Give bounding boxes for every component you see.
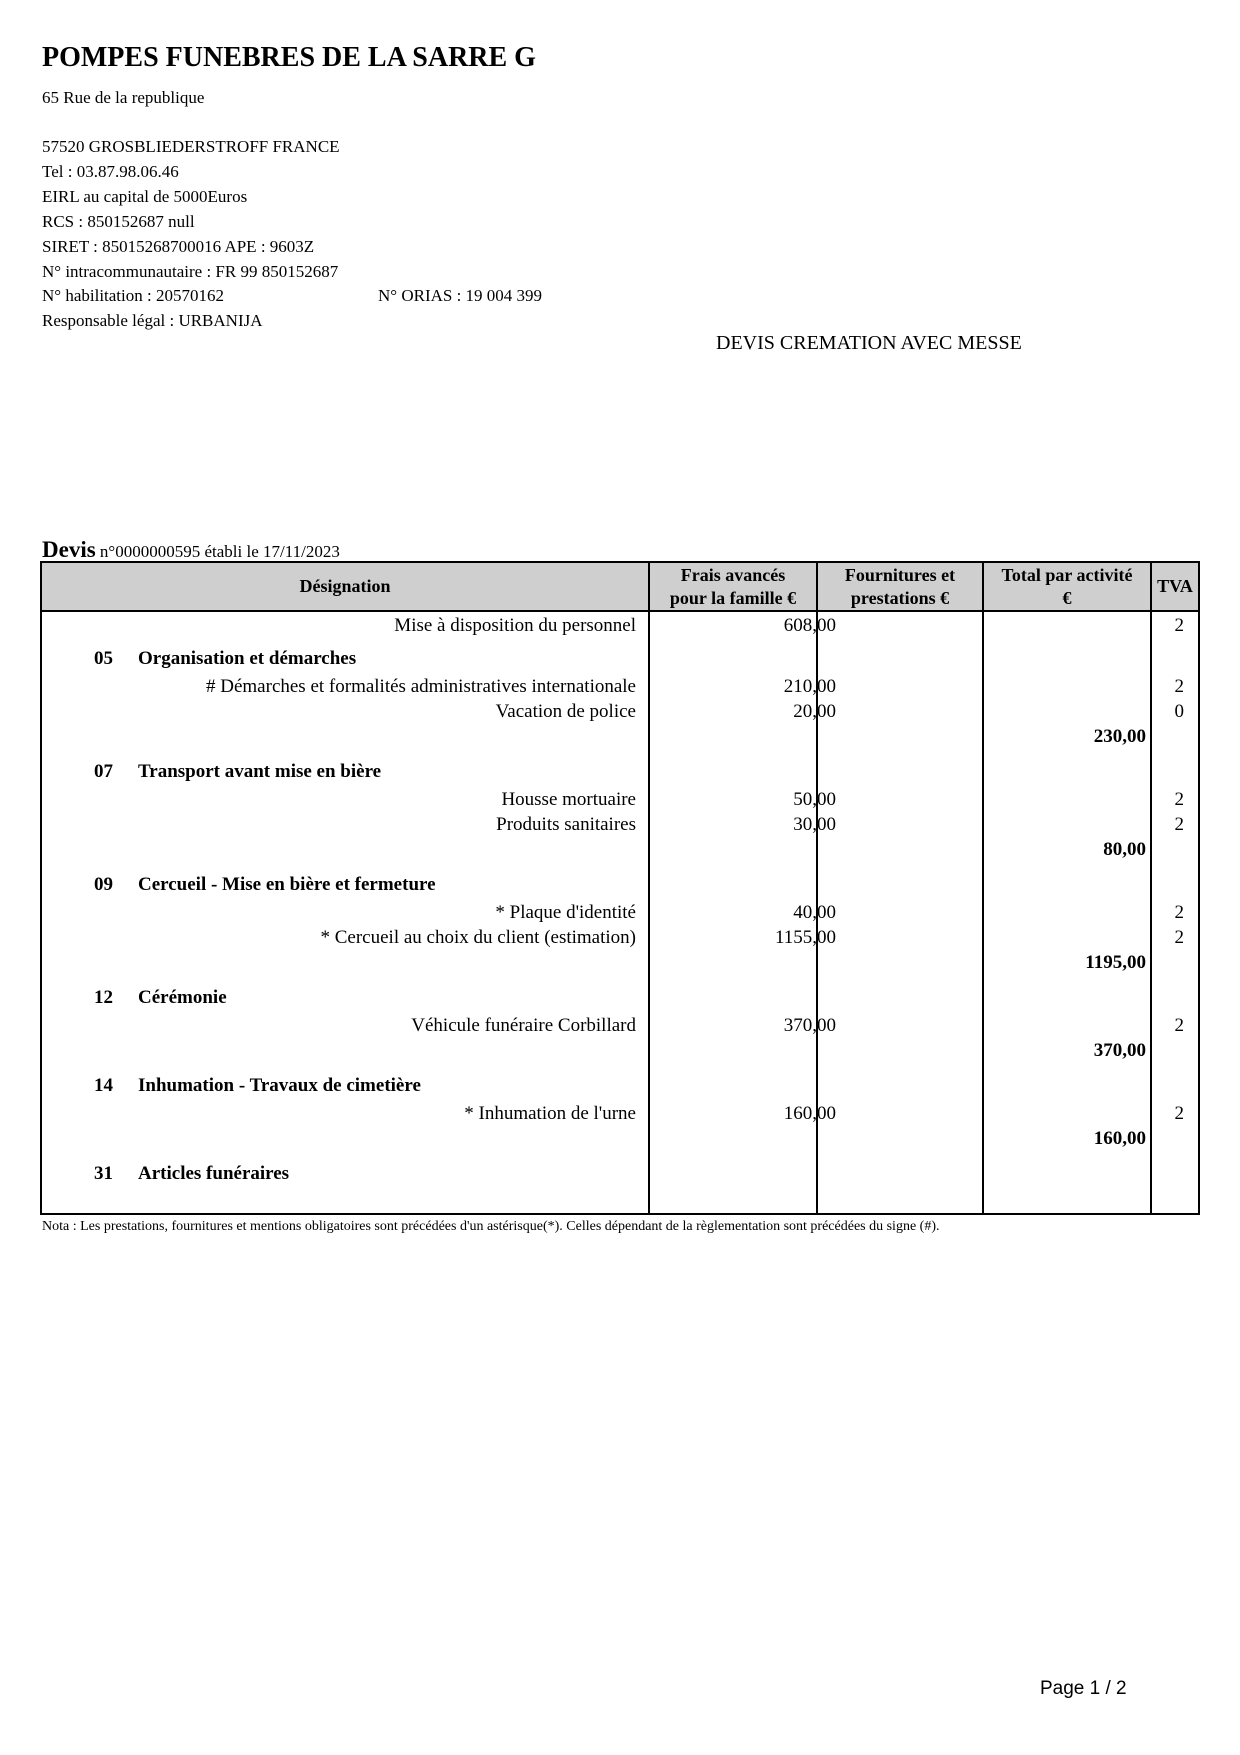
section-code: 05 (94, 648, 113, 669)
row-total: 1195,00 (1085, 952, 1146, 973)
row-tva: 2 (1174, 902, 1184, 923)
table-row (42, 675, 1198, 699)
header-frais: Frais avancés pour la famille € (650, 563, 818, 610)
section-row (42, 1162, 1198, 1186)
row-designation: Produits sanitaires (496, 814, 636, 835)
document-title: DEVIS CREMATION AVEC MESSE (716, 332, 1022, 354)
table-row (42, 901, 1198, 925)
table-row (42, 1102, 1198, 1126)
nota-footnote: Nota : Les prestations, fournitures et mentions obligatoires sont précédées d'un astérisque(*). Celles dépendant de la règlementation sont précédées du signe (#). (42, 1219, 940, 1234)
table-row (42, 788, 1198, 812)
section-row (42, 1074, 1198, 1098)
row-designation: Vacation de police (495, 701, 636, 722)
row-designation: * Plaque d'identité (495, 902, 636, 923)
devis-reference (42, 537, 340, 563)
subtotal-row (42, 725, 1198, 749)
table-row (42, 926, 1198, 950)
section-code: 14 (94, 1075, 113, 1096)
row-designation: * Cercueil au choix du client (estimation) (320, 927, 636, 948)
table-body (42, 612, 1198, 1213)
section-code: 09 (94, 874, 113, 895)
row-tva: 0 (1174, 701, 1184, 722)
section-title: Articles funéraires (138, 1163, 290, 1184)
section-title: Transport avant mise en bière (138, 761, 382, 782)
company-intracom: N° intracommunautaire : FR 99 850152687 (42, 262, 339, 281)
devis-number: n°0000000595 établi le 17/11/2023 (99, 542, 340, 561)
section-code: 12 (94, 987, 113, 1008)
page-number: Page 1 / 2 (1040, 1678, 1127, 1699)
row-tva: 2 (1174, 1103, 1184, 1124)
row-tva: 2 (1174, 676, 1184, 697)
company-city: 57520 GROSBLIEDERSTROFF FRANCE (42, 137, 340, 156)
company-habilitation: N° habilitation : 20570162 (42, 286, 224, 305)
row-fournitures: 30,00 (793, 814, 836, 835)
company-orias: N° ORIAS : 19 004 399 (378, 286, 543, 305)
subtotal-row (42, 951, 1198, 975)
company-siret: SIRET : 85015268700016 APE : 9603Z (42, 237, 315, 256)
row-tva: 2 (1174, 814, 1184, 835)
header-fournitures: Fournitures et prestations € (818, 563, 984, 610)
section-title: Organisation et démarches (138, 648, 357, 669)
row-total: 160,00 (1093, 1128, 1146, 1149)
section-code: 07 (94, 761, 113, 782)
company-address: 65 Rue de la republique (42, 88, 205, 107)
row-fournitures: 608,00 (783, 615, 836, 636)
company-responsable: Responsable légal : URBANIJA (42, 311, 263, 330)
row-tva: 2 (1174, 615, 1184, 636)
row-designation: Mise à disposition du personnel (394, 615, 636, 636)
table-row (42, 614, 1198, 638)
section-row (42, 647, 1198, 671)
row-designation: Housse mortuaire (501, 789, 636, 810)
row-total: 370,00 (1093, 1040, 1146, 1061)
header-total: Total par activité € (984, 563, 1152, 610)
row-fournitures: 50,00 (793, 789, 836, 810)
row-total: 230,00 (1093, 726, 1146, 747)
company-name: POMPES FUNEBRES DE LA SARRE G (42, 42, 536, 73)
row-tva: 2 (1174, 1015, 1184, 1036)
section-title: Cérémonie (138, 987, 227, 1008)
subtotal-row (42, 838, 1198, 862)
row-fournitures: 1155,00 (774, 927, 836, 948)
section-row (42, 873, 1198, 897)
subtotal-row (42, 1127, 1198, 1151)
row-tva: 2 (1174, 927, 1184, 948)
table-header (42, 563, 1198, 612)
section-row (42, 986, 1198, 1010)
company-capital: EIRL au capital de 5000Euros (42, 187, 248, 206)
subtotal-row (42, 1039, 1198, 1063)
section-code: 31 (94, 1163, 113, 1184)
devis-label: Devis (42, 537, 96, 562)
company-rcs: RCS : 850152687 null (42, 212, 195, 231)
company-tel: Tel : 03.87.98.06.46 (42, 162, 179, 181)
header-tva: TVA (1157, 576, 1193, 596)
section-row (42, 760, 1198, 784)
row-fournitures: 20,00 (793, 701, 836, 722)
row-fournitures: 210,00 (783, 676, 836, 697)
table-row (42, 700, 1198, 724)
section-title: Inhumation - Travaux de cimetière (138, 1075, 421, 1096)
row-fournitures: 370,00 (783, 1015, 836, 1036)
table-row (42, 1014, 1198, 1038)
section-title: Cercueil - Mise en bière et fermeture (138, 874, 436, 895)
row-tva: 2 (1174, 789, 1184, 810)
table-row (42, 813, 1198, 837)
row-designation: * Inhumation de l'urne (464, 1103, 636, 1124)
row-fournitures: 160,00 (783, 1103, 836, 1124)
quote-table (40, 561, 1200, 1215)
row-designation: Véhicule funéraire Corbillard (411, 1015, 636, 1036)
row-designation: # Démarches et formalités administratives internationale (206, 676, 636, 697)
row-fournitures: 40,00 (793, 902, 836, 923)
row-total: 80,00 (1103, 839, 1146, 860)
header-designation: Désignation (42, 563, 650, 610)
